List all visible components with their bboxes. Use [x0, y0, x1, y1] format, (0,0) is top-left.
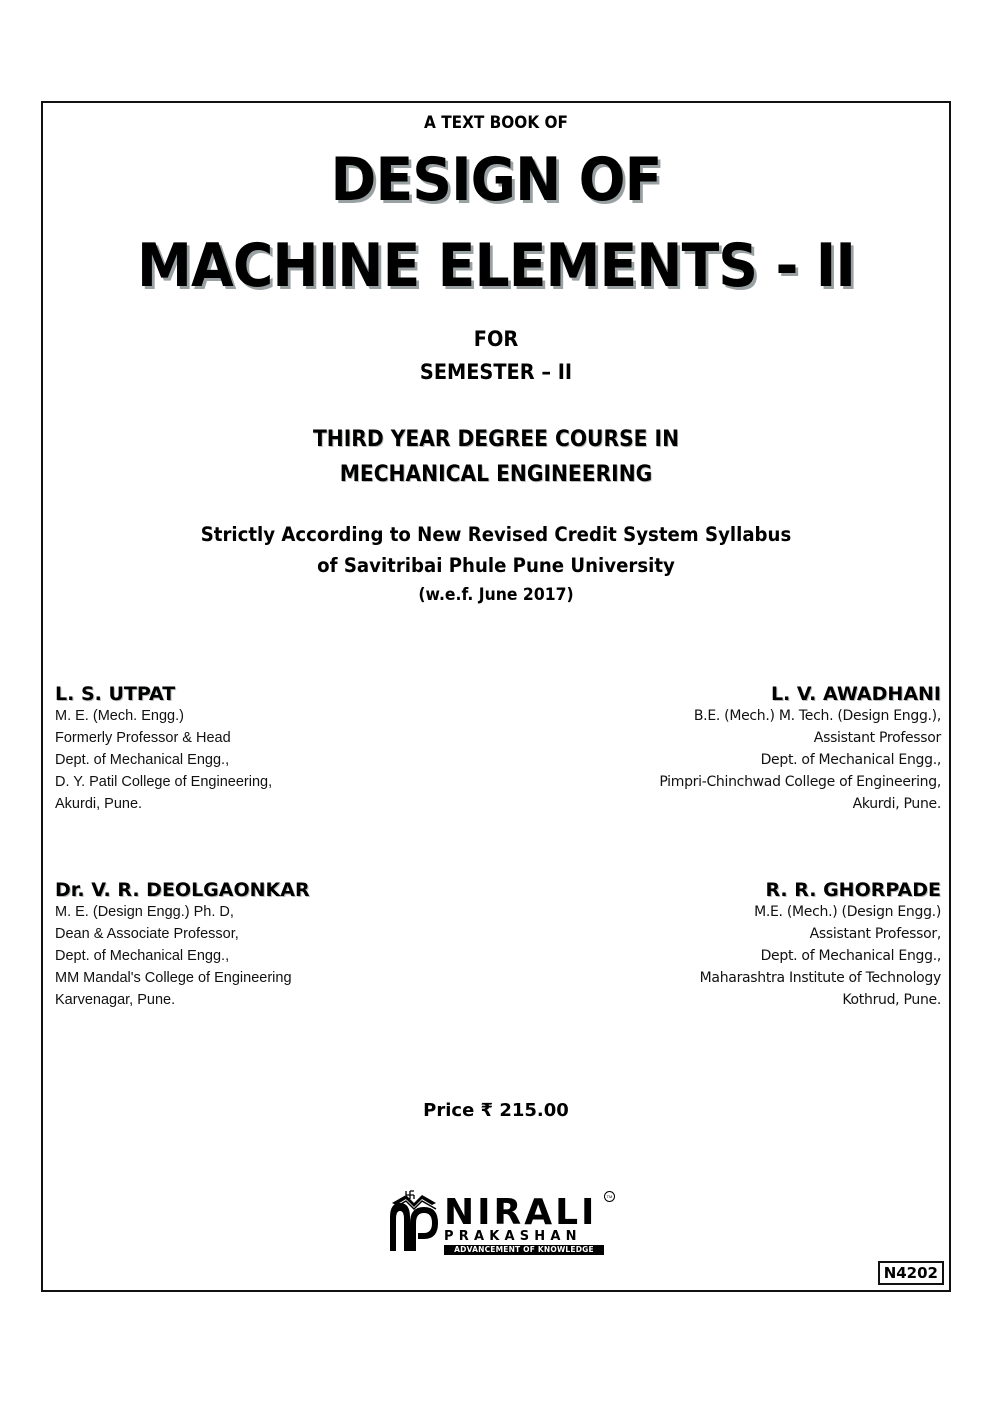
author-detail: D. Y. Patil College of Engineering,	[55, 774, 273, 790]
semester-label: SEMESTER – II	[419, 360, 573, 384]
course-line-2: MECHANICAL ENGINEERING	[339, 462, 653, 487]
title-line-2: MACHINE ELEMENTS - II	[137, 231, 855, 301]
syllabus-line-2: of Savitribai Phule Pune University	[317, 554, 675, 577]
book-code: N4202	[878, 1261, 944, 1285]
author-detail: Formerly Professor & Head	[55, 730, 231, 746]
publisher-name: NIRALI	[444, 1192, 598, 1233]
author-detail: Dean & Associate Professor,	[55, 926, 239, 942]
author-detail: Maharashtra Institute of Technology	[699, 970, 941, 986]
author-detail: Akurdi, Pune.	[852, 796, 941, 812]
course-line-1: THIRD YEAR DEGREE COURSE IN	[312, 427, 680, 452]
author-block-awadhani	[659, 683, 941, 815]
author-name: R. R. GHORPADE	[765, 879, 941, 901]
author-detail: M. E. (Mech. Engg.)	[55, 708, 184, 724]
author-detail: Dept. of Mechanical Engg.,	[760, 948, 941, 964]
title-line-1: DESIGN OF	[330, 145, 662, 215]
cover-frame	[41, 101, 951, 1292]
author-detail: Assistant Professor	[813, 730, 941, 746]
for-label: FOR	[473, 327, 519, 351]
effective-date: (w.e.f. June 2017)	[418, 585, 574, 605]
author-detail: Akurdi, Pune.	[55, 796, 143, 812]
author-detail: Kothrud, Pune.	[842, 992, 941, 1008]
author-detail: Dept. of Mechanical Engg.,	[760, 752, 941, 768]
author-detail: Karvenagar, Pune.	[55, 992, 176, 1008]
author-detail: M.E. (Mech.) (Design Engg.)	[754, 904, 941, 920]
syllabus-line-1: Strictly According to New Revised Credit System Syllabus	[200, 523, 792, 546]
publisher-logo	[386, 1189, 616, 1259]
author-detail: Dept. of Mechanical Engg.,	[55, 752, 230, 768]
author-block-deolgaonkar	[55, 879, 310, 1011]
author-name: Dr. V. R. DEOLGAONKAR	[55, 879, 310, 901]
kicker-text: A TEXT BOOK OF	[424, 113, 568, 133]
author-name: L. S. UTPAT	[55, 683, 176, 705]
author-detail: M. E. (Design Engg.) Ph. D,	[55, 904, 234, 920]
author-detail: B.E. (Mech.) M. Tech. (Design Engg.),	[693, 708, 941, 724]
trademark-mark: TM	[604, 1191, 615, 1202]
author-block-utpat	[55, 683, 272, 815]
publisher-tagline: ADVANCEMENT OF KNOWLEDGE	[444, 1245, 604, 1255]
author-block-ghorpade	[700, 879, 941, 1011]
author-detail: Pimpri-Chinchwad College of Engineering,	[659, 774, 941, 790]
price-label: Price ₹ 215.00	[423, 1100, 569, 1121]
publisher-sub: PRAKASHAN	[444, 1229, 582, 1244]
author-detail: MM Mandal's College of Engineering	[55, 970, 292, 986]
author-detail: Assistant Professor,	[809, 926, 941, 942]
author-name: L. V. AWADHANI	[770, 683, 941, 705]
author-detail: Dept. of Mechanical Engg.,	[55, 948, 230, 964]
